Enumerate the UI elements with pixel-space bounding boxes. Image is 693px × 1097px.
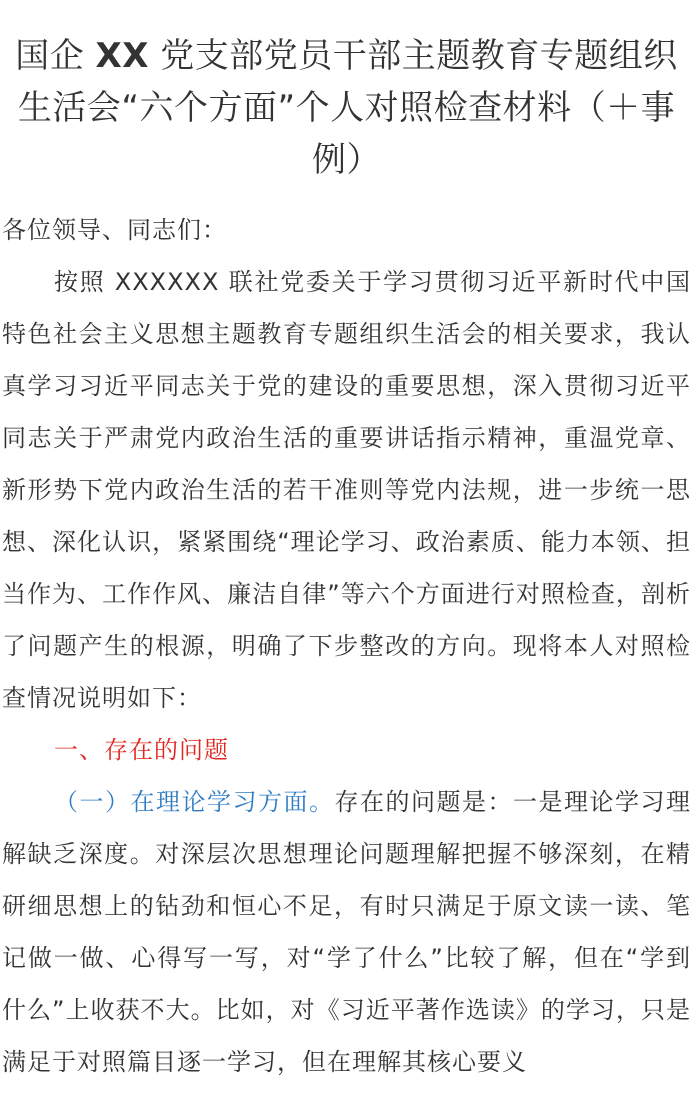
title-rest: 党支部党员干部主题教育专题组织生活会“六个方面”个人对照检查材料（＋事例） bbox=[17, 36, 678, 180]
salutation: 各位领导、同志们： bbox=[2, 216, 227, 244]
section-heading-problems: 一、存在的问题 bbox=[54, 736, 229, 764]
intro-paragraph: 按照 XXXXXX 联社党委关于学习贯彻习近平新时代中国特色社会主义思想主题教育专题组织生活会的相关要求，我认真学习习近平同志关于党的建设的重要思想，深入贯彻习近平同志关于严肃党内政治生活的重要讲话指示精神，重温党章、新形势下党内政治生活的若干准则等党内法规，进一步统一思想、深化认识，紧紧围绕“理论学习、政治素质、能力本领、担当作为、工作作风、廉洁自律”等六个方面进行对照检查，剖析了问题产生的根源，明确了下步整改的方向。现将本人对照检查情况说明如下： bbox=[2, 268, 691, 712]
subsection-theory-study bbox=[2, 776, 691, 1088]
title-bold: XX bbox=[95, 36, 149, 76]
document-body bbox=[0, 204, 693, 1088]
title-prefix: 国企 bbox=[15, 36, 96, 76]
subsection-text: 存在的问题是：一是理论学习理解缺乏深度。对深层次思想理论问题理解把握不够深刻，在精研细思想上的钻劲和恒心不足，有时只满足于原文读一读、笔记做一做、心得写一写，对“学了什么”比较了解，但在“学到什么”上收获不大。比如，对《习近平著作选读》的学习，只是满足于对照篇目逐一学习，但在理解其核心要义 bbox=[2, 788, 691, 1076]
document-title bbox=[0, 0, 693, 186]
subsection-heading: （一）在理论学习方面。 bbox=[54, 788, 335, 816]
